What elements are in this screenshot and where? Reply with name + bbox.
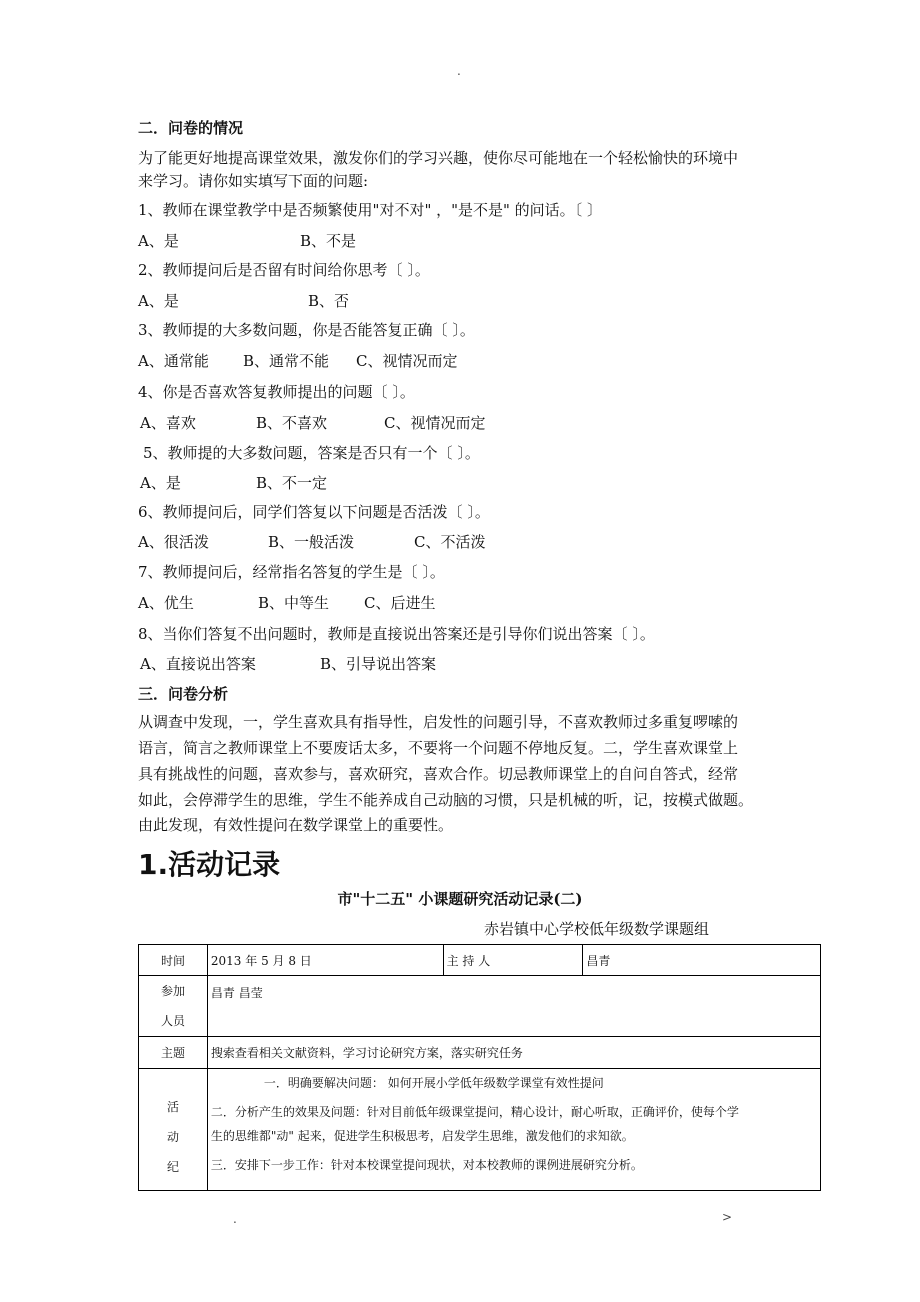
header-dot: . <box>457 64 461 78</box>
activity-big-title: 1.活动记录 <box>138 848 281 881</box>
row-topic <box>139 1037 821 1069</box>
question-1: 1、教师在课堂教学中是否频繁使用"对不对" ，"是不是" 的问话。〔 〕 <box>138 201 602 219</box>
q6-option-c: C、不活泼 <box>414 533 486 551</box>
footer-left-dot: . <box>233 1212 237 1226</box>
row-record <box>139 1069 821 1191</box>
q3-option-a: A、通常能 <box>138 352 209 370</box>
q6-option-a: A、很活泼 <box>138 533 209 551</box>
time-value: 2013 年 5 月 8 日 <box>207 945 443 976</box>
question-5: 5、教师提的大多数问题，答案是否只有一个〔 〕。 <box>143 444 480 462</box>
analysis-line-3: 具有挑战性的问题，喜欢参与，喜欢研究，喜欢合作。切忌教师课堂上的自问自答式，经常 <box>138 765 739 783</box>
record-label-char3: 纪 <box>166 1159 179 1174</box>
analysis-line-1: 从调查中发现，一，学生喜欢具有指导性，启发性的问题引导，不喜欢教师过多重复啰嗦的 <box>138 713 739 731</box>
analysis-line-2: 语言，简言之教师课堂上不要废话太多，不要将一个问题不停地反复。二，学生喜欢课堂上 <box>138 739 739 757</box>
q3-option-b: B、通常不能 <box>243 352 330 370</box>
record-line-1: 一．明确要解决问题： 如何开展小学低年级数学课堂有效性提问 <box>263 1076 604 1090</box>
q7-option-c: C、后进生 <box>364 594 436 612</box>
section2-heading: 二．问卷的情况 <box>138 119 244 137</box>
host-value: 昌青 <box>583 945 821 976</box>
question-7: 7、教师提问后，经常指名答复的学生是〔 〕。 <box>138 563 445 581</box>
q4-option-a: A、喜欢 <box>140 414 196 432</box>
participants-label <box>139 976 208 1037</box>
question-2: 2、教师提问后是否留有时间给你思考〔 〕。 <box>138 261 430 279</box>
record-organization: 赤岩镇中心学校低年级数学课题组 <box>484 920 710 938</box>
record-content <box>207 1069 820 1191</box>
q7-option-b: B、中等生 <box>258 594 330 612</box>
footer-right-mark: > <box>722 1210 733 1224</box>
row-participants <box>139 976 821 1037</box>
question-8: 8、当你们答复不出问题时，教师是直接说出答案还是引导你们说出答案〔 〕。 <box>138 625 655 643</box>
record-line-2: 二．分析产生的效果及问题：针对目前低年级课堂提问，精心设计，耐心听取，正确评价，使每个学 <box>210 1105 739 1119</box>
question-6: 6、教师提问后，同学们答复以下问题是否活泼〔 〕。 <box>138 503 490 521</box>
question-3: 3、教师提的大多数问题，你是否能答复正确〔 〕。 <box>138 321 475 339</box>
q3-option-c: C、视情况而定 <box>356 352 458 370</box>
host-label: 主 持 人 <box>443 945 583 976</box>
q7-option-a: A、优生 <box>138 594 194 612</box>
q4-option-c: C、视情况而定 <box>384 414 486 432</box>
analysis-line-5: 由此发现，有效性提问在数学课堂上的重要性。 <box>138 816 454 834</box>
participants-label-line1: 参加 <box>160 984 185 998</box>
record-label <box>139 1069 208 1191</box>
q4-option-b: B、不喜欢 <box>256 414 328 432</box>
section2-intro-line2: 来学习。请你如实填写下面的问题: <box>138 172 369 190</box>
row-time <box>139 945 821 976</box>
participants-value: 昌青 昌莹 <box>207 976 820 1037</box>
record-line-3: 生的思维都"动" 起来，促进学生积极思考，启发学生思维，激发他们的求知欲。 <box>210 1129 634 1143</box>
q8-option-b: B、引导说出答案 <box>320 655 437 673</box>
q5-option-b: B、不一定 <box>256 474 328 492</box>
record-label-char1: 活 <box>166 1099 179 1114</box>
q1-option-b: B、不是 <box>300 232 357 250</box>
question-4: 4、你是否喜欢答复教师提出的问题〔 〕。 <box>138 383 415 401</box>
record-label-char2: 动 <box>166 1129 179 1144</box>
q2-option-a: A、是 <box>138 292 179 310</box>
time-label: 时间 <box>139 945 208 976</box>
record-line-4: 三．安排下一步工作：针对本校课堂提问现状，对本校教师的课例进展研究分析。 <box>210 1158 643 1172</box>
q2-option-b: B、否 <box>308 292 350 310</box>
topic-label: 主题 <box>139 1037 208 1069</box>
section2-intro-line1: 为了能更好地提高课堂效果，激发你们的学习兴趣，使你尽可能地在一个轻松愉快的环境中 <box>138 149 739 167</box>
participants-label-line2: 人员 <box>160 1014 185 1028</box>
section3-heading: 三．问卷分析 <box>138 685 229 703</box>
q1-option-a: A、是 <box>138 232 179 250</box>
record-title: 市"十二五" 小课题研究活动记录(二) <box>337 890 583 908</box>
activity-record-table <box>138 944 821 1191</box>
analysis-line-4: 如此，会停滞学生的思维，学生不能养成自己动脑的习惯，只是机械的听，记，按模式做题。 <box>138 791 754 809</box>
topic-value: 搜索查看相关文献资料，学习讨论研究方案，落实研究任务 <box>207 1037 820 1069</box>
q5-option-a: A、是 <box>140 474 181 492</box>
q6-option-b: B、一般活泼 <box>268 533 355 551</box>
q8-option-a: A、直接说出答案 <box>140 655 256 673</box>
